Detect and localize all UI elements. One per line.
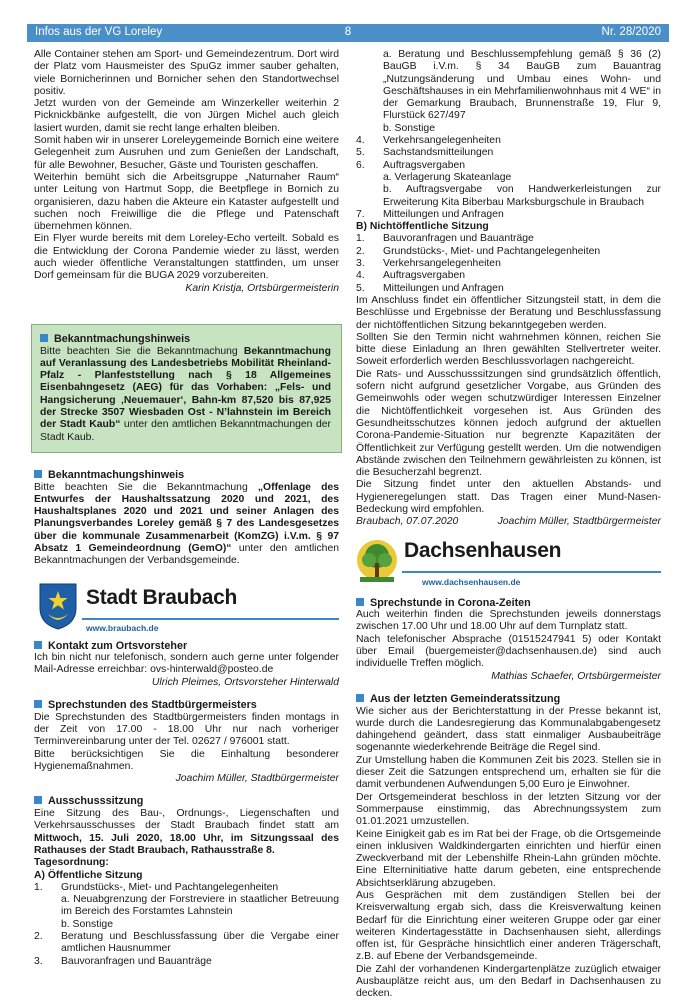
section-heading: Sprechstunden des Stadtbürgermeisters bbox=[34, 699, 339, 712]
signature: Joachim Müller, Stadtbürgermeister bbox=[175, 773, 339, 785]
section-text: Die Sprechstunden des Stadtbürgermeisters finden montags in der Zeit von 17.00 - 18.00 Uhr nur nach vorheriger Terminvereinbarung unter der Tel. 02627 / 976001 statt. bbox=[34, 711, 339, 748]
section-text: Die Zahl der vorhandenen Kindergartenplätze zuzüglich etwaiger Ausbauplätze reicht aus, um den Bedarf in Dachsenhausen zu decken. bbox=[356, 963, 661, 1000]
section-heading: Ausschusssitzung bbox=[34, 795, 339, 808]
section-text: Der Ortsgemeinderat beschloss in der letzten Sitzung vor der Sommerpause einstimmig, das Abrechnungssystem zum 01.01.2021 umzustellen. bbox=[356, 791, 661, 828]
notice-box-kaub bbox=[31, 324, 342, 453]
signature: Mathias Schaefer, Ortsbürgermeister bbox=[491, 670, 661, 682]
dachsenhausen-url[interactable]: www.dachsenhausen.de bbox=[422, 576, 521, 587]
agenda-item: 7. Mitteilungen und Anfragen bbox=[356, 208, 504, 220]
notice-heading: Bekanntmachungshinweis bbox=[40, 333, 331, 346]
notice-heading: Bekanntmachungshinweis bbox=[34, 469, 339, 482]
agenda-subitem: b. Sonstige bbox=[383, 122, 435, 134]
agenda-item: 4. Auftragsvergaben bbox=[356, 270, 466, 282]
square-bullet-icon bbox=[34, 470, 42, 478]
agenda-subitem: b. Auftragsvergabe von Handwerkerleistungen zur Erweiterung Kita Biberbau Marksburgschule in Braubach bbox=[383, 184, 661, 208]
agenda-subitem: a. Neuabgrenzung der Forstreviere in staatlicher Betreuung im Bereich des Forstamtes Lahnstein bbox=[61, 894, 339, 918]
logo-divider bbox=[82, 618, 339, 620]
header-section-title: Infos aus der VG Loreley bbox=[35, 26, 163, 38]
section-text: Die Rats- und Ausschusssitzungen sind grundsätzlich öffentlich, sofern nicht aufgrund gesetzlicher Vorgabe, aus Gründen des Gemeinwohls oder wegen schutzwürdiger Interessen Einzelner die Nichtöffentlichkeit vorgesehen ist. Aus Gründen des Gesundheitsschutzes können jedoch aufgrund der aktuellen Corona-Pandemie-Situation nur begrenzte Kapazitäten der Öffentlichkeit zur Verfügung gestellt werden. Um die notwendigen Abstände zwischen den Teilnehmern gewährleisten zu können, ist die Besucherzahl begrenzt. bbox=[356, 368, 661, 479]
square-bullet-icon bbox=[34, 796, 42, 804]
square-bullet-icon bbox=[34, 700, 42, 708]
agenda-item: 6. Auftragsvergaben bbox=[356, 159, 466, 171]
section-text: Bitte berücksichtigen Sie die Einhaltung besonderer Hygienemaßnahmen. bbox=[34, 748, 339, 772]
agenda-item: 1. Bauvoranfragen und Bauanträge bbox=[356, 233, 534, 245]
braubach-url[interactable]: www.braubach.de bbox=[86, 622, 159, 633]
agenda-section: B) Nichtöffentliche Sitzung bbox=[356, 221, 489, 233]
agenda-item: 2. Beratung und Beschlussfassung über die Vergabe einer amtlichen Hausnummer bbox=[34, 931, 339, 955]
page-header bbox=[27, 24, 669, 42]
section-text: Aus Gesprächen mit dem zuständigen Stellen bei der Kreisverwaltung ergab sich, dass die Kreisverwaltung keinen Bedarf für die Einrichtung einer weiteren Gruppe oder gar einer weiteren Kindertagesstätte in Dachsenhausen sieht, allerdings offen ist, für Gespräche hinsichtlich einer anderen Trägerschaft, z.B. auf Ebene der Verbandsgemeinde. bbox=[356, 890, 661, 963]
section-text: Die Sitzung findet unter den aktuellen Abstands- und Hygieneregelungen statt. Das Tragen einer Mund-Nasen-Bedeckung wird empfohlen. bbox=[356, 479, 661, 515]
square-bullet-icon bbox=[356, 598, 364, 606]
square-bullet-icon bbox=[34, 641, 42, 649]
braubach-logo bbox=[34, 582, 339, 634]
agenda-section: A) Öffentliche Sitzung bbox=[34, 869, 143, 881]
section-heading: Aus der letzten Gemeinderatssitzung bbox=[356, 693, 661, 706]
section-text: Wie sicher aus der Berichterstattung in der Presse bekannt ist, wurde durch die Landesregierung das Kommunalabgabengesetz dahingehend geändert, dass statt einmaliger Ausbaubeiträge sogenannte wiederkehrende Beiträge die Regel sind. bbox=[356, 705, 661, 754]
agenda-subitem: a. Beratung und Beschlussempfehlung gemäß § 36 (2) BauGB i.V.m. § 34 BauGB zum Bauantrag „Nutzungsänderung und Umbau eines Wohn- und Geschäftshauses in ein Mehrfamilienwohnhaus mit 4 WE“ in der Gemarkung Braubach, Brunnenstraße 19, Flur 9, Flurstück 627/497 bbox=[383, 49, 661, 122]
agenda-item: 2. Grundstücks-, Miet- und Pachtangelegenheiten bbox=[356, 245, 601, 257]
logo-divider bbox=[402, 571, 661, 573]
notice-text: Bitte beachten Sie die Bekanntmachung „Offenlage des Entwurfes der Haushaltssatzung 2020 und 2021, des Haushaltsplanes 2020 und 2021 und seiner Anlagen des Planungsverbandes Loreley gemäß § 7 des Landesgesetzes über die kommunale Zusammenarbeit (KomZG) i.V.m. § 97 Absatz 1 Gemeindeordnung (GemO)“ unter den amtlichen Bekanntmachungen der Verbandsgemeinde. bbox=[34, 481, 340, 567]
bornich-text: Jetzt wurden von der Gemeinde am Winzerkeller weiterhin 2 Picknickbänke aufgestellt, die von Jürgen Michel auch gleich lasiert wurden, damit sie recht lange erhalten bleiben. bbox=[34, 98, 339, 134]
agenda-item: 3. Bauvoranfragen und Bauanträge bbox=[34, 955, 212, 967]
dachsenhausen-logo bbox=[356, 539, 661, 591]
section-text: Im Anschluss findet ein öffentlicher Sitzungsteil statt, in dem die Beschlüsse und Ergebnisse der Beratung und Beschlussfassung der nichtöffentlichen Sitzung bekanntgegeben werden. bbox=[356, 294, 661, 331]
section-text: Zur Umstellung haben die Kommunen Zeit bis 2023. Stellen sie in dieser Zeit die Satzungen entsprechend um, erhalten sie für die damit verbundenen Aufwendungen 5,00 Euro je Einwohner. bbox=[356, 754, 661, 791]
left-column bbox=[34, 49, 339, 968]
notice-text: Bitte beachten Sie die Bekanntmachung Bekanntmachung auf Veranlassung des Landesbetriebs Mobilität Rheinland-Pfalz - Planfeststellung nach § 18 Allgemeines Eisenbahngesetz (AEG) für das Vorhaben: „Fels- und Hangsicherung ‚Neuemauer‘, Bahn-km 87,520 bis 87,925 der Strecke 3507 Wiesbaden Ost - N’lahnstein im Bereich der Stadt Kaub“ unter den amtlichen Bekanntmachungen der Stadt Kaub. bbox=[40, 345, 331, 443]
signature: Braubach, 07.07.2020 Joachim Müller, Stadtbürgermeister bbox=[356, 516, 661, 528]
braubach-coat-of-arms-icon bbox=[38, 582, 78, 630]
section-text: Keine Einigkeit gab es im Rat bei der Frage, ob die Ortsgemeinde einen inklusiven Waldkindergarten einrichten und hierfür einen Zweckverband mit der Lebenshilfe Rhein-Lahn gründen möchte. Eine Elterninitiative hatte darum gebeten, eine entsprechende Absichtserklärung abzugeben. bbox=[356, 828, 661, 889]
section-text: Ich bin nicht nur telefonisch, sondern auch gerne unter folgender Mail-Adresse erreichbar: ovs-hinterwald@posteo.de bbox=[34, 652, 339, 676]
right-column bbox=[356, 49, 661, 1001]
square-bullet-icon bbox=[40, 334, 48, 342]
agenda-item: 5. Sachstandsmitteilungen bbox=[356, 147, 494, 159]
bornich-text: Weiterhin bemüht sich die Arbeitsgruppe „Naturnaher Raum“ unter Leitung von Hartmut Sopp, die Beetpflege in Bornich zu organisieren, dazu haben die Akteure ein Kataster aufgestellt und suchen noch Freiwillige die die Pflege und Patenschaft übernehmen können. bbox=[34, 171, 339, 233]
agenda-label: Tagesordnung: bbox=[34, 857, 109, 869]
agenda-item: 3. Verkehrsangelegenheiten bbox=[356, 258, 501, 270]
bornich-text: Ein Flyer wurde bereits mit dem Loreley-Echo verteilt. Sobald es die Entwicklung der Corona Pandemie wieder zu lässt, werden auch wieder öffentliche Veranstaltungen stattfinden, um unser Dorf gemeinsam für die BUGA 2029 vorzubereiten. bbox=[34, 233, 339, 282]
bornich-text: Alle Container stehen am Sport- und Gemeindezentrum. Dort wird der Platz vom Hausmeister des SpuGz immer sauber gehalten, viele Bornicherinnen und Bornicher sehen den Standortwechsel positiv. bbox=[34, 49, 339, 97]
section-text: Nach telefonischer Absprache (01515247941 5) oder Kontakt über Email (buergemeister@dachsenhausen.de) sind auch individuelle Treffen möglich. bbox=[356, 633, 661, 670]
agenda-subitem: a. Verlagerung Skateanlage bbox=[383, 171, 512, 183]
agenda-item: 1. Grundstücks-, Miet- und Pachtangelegenheiten bbox=[34, 881, 279, 893]
issue-number: Nr. 28/2020 bbox=[601, 26, 661, 38]
square-bullet-icon bbox=[356, 694, 364, 702]
section-text: Sollten Sie den Termin nicht wahrnehmen können, reichen Sie bitte diese Einladung an Ihren gewählten Stellvertreter weiter. Soweit erforderlich werden Beschlussvorlagen nachgereicht. bbox=[356, 331, 661, 368]
section-text: Eine Sitzung des Bau-, Ordnungs-, Liegenschaften und Verkehrsausschusses der Stadt Braubach findet statt am Mittwoch, 15. Juli 2020, 18.00 Uhr, im Sitzungssaal des Rathauses der Stadt Braubach, Rathausstraße 8. bbox=[34, 808, 339, 856]
section-heading: Sprechstunde in Corona-Zeiten bbox=[356, 597, 661, 610]
agenda-subitem: b. Sonstige bbox=[61, 918, 113, 930]
section-heading: Kontakt zum Ortsvorsteher bbox=[34, 640, 339, 653]
tree-logo-icon bbox=[356, 539, 398, 587]
agenda-item: 5. Mitteilungen und Anfragen bbox=[356, 282, 504, 294]
page-number: 8 bbox=[344, 26, 352, 38]
agenda-item: 4. Verkehrsangelegenheiten bbox=[356, 135, 501, 147]
section-text: Auch weiterhin finden die Sprechstunden jeweils donnerstags zwischen 17.00 Uhr und 18.00 Uhr auf dem Turnplatz statt. bbox=[356, 609, 661, 633]
signature: Ulrich Pleimes, Ortsvorsteher Hinterwald bbox=[151, 676, 339, 688]
dachsenhausen-logo-text: Dachsenhausen bbox=[404, 538, 562, 562]
braubach-logo-text: Stadt Braubach bbox=[86, 585, 237, 609]
bornich-text: Somit haben wir in unserer Loreleygemeinde Bornich eine weitere Gelegenheit zum Ausruhen und zum Genießen der Landschaft, für alle Bewohner, Besucher, Gäste und Touristen geschaffen. bbox=[34, 135, 339, 171]
signature: Karin Kristja, Ortsbürgermeisterin bbox=[185, 282, 339, 294]
